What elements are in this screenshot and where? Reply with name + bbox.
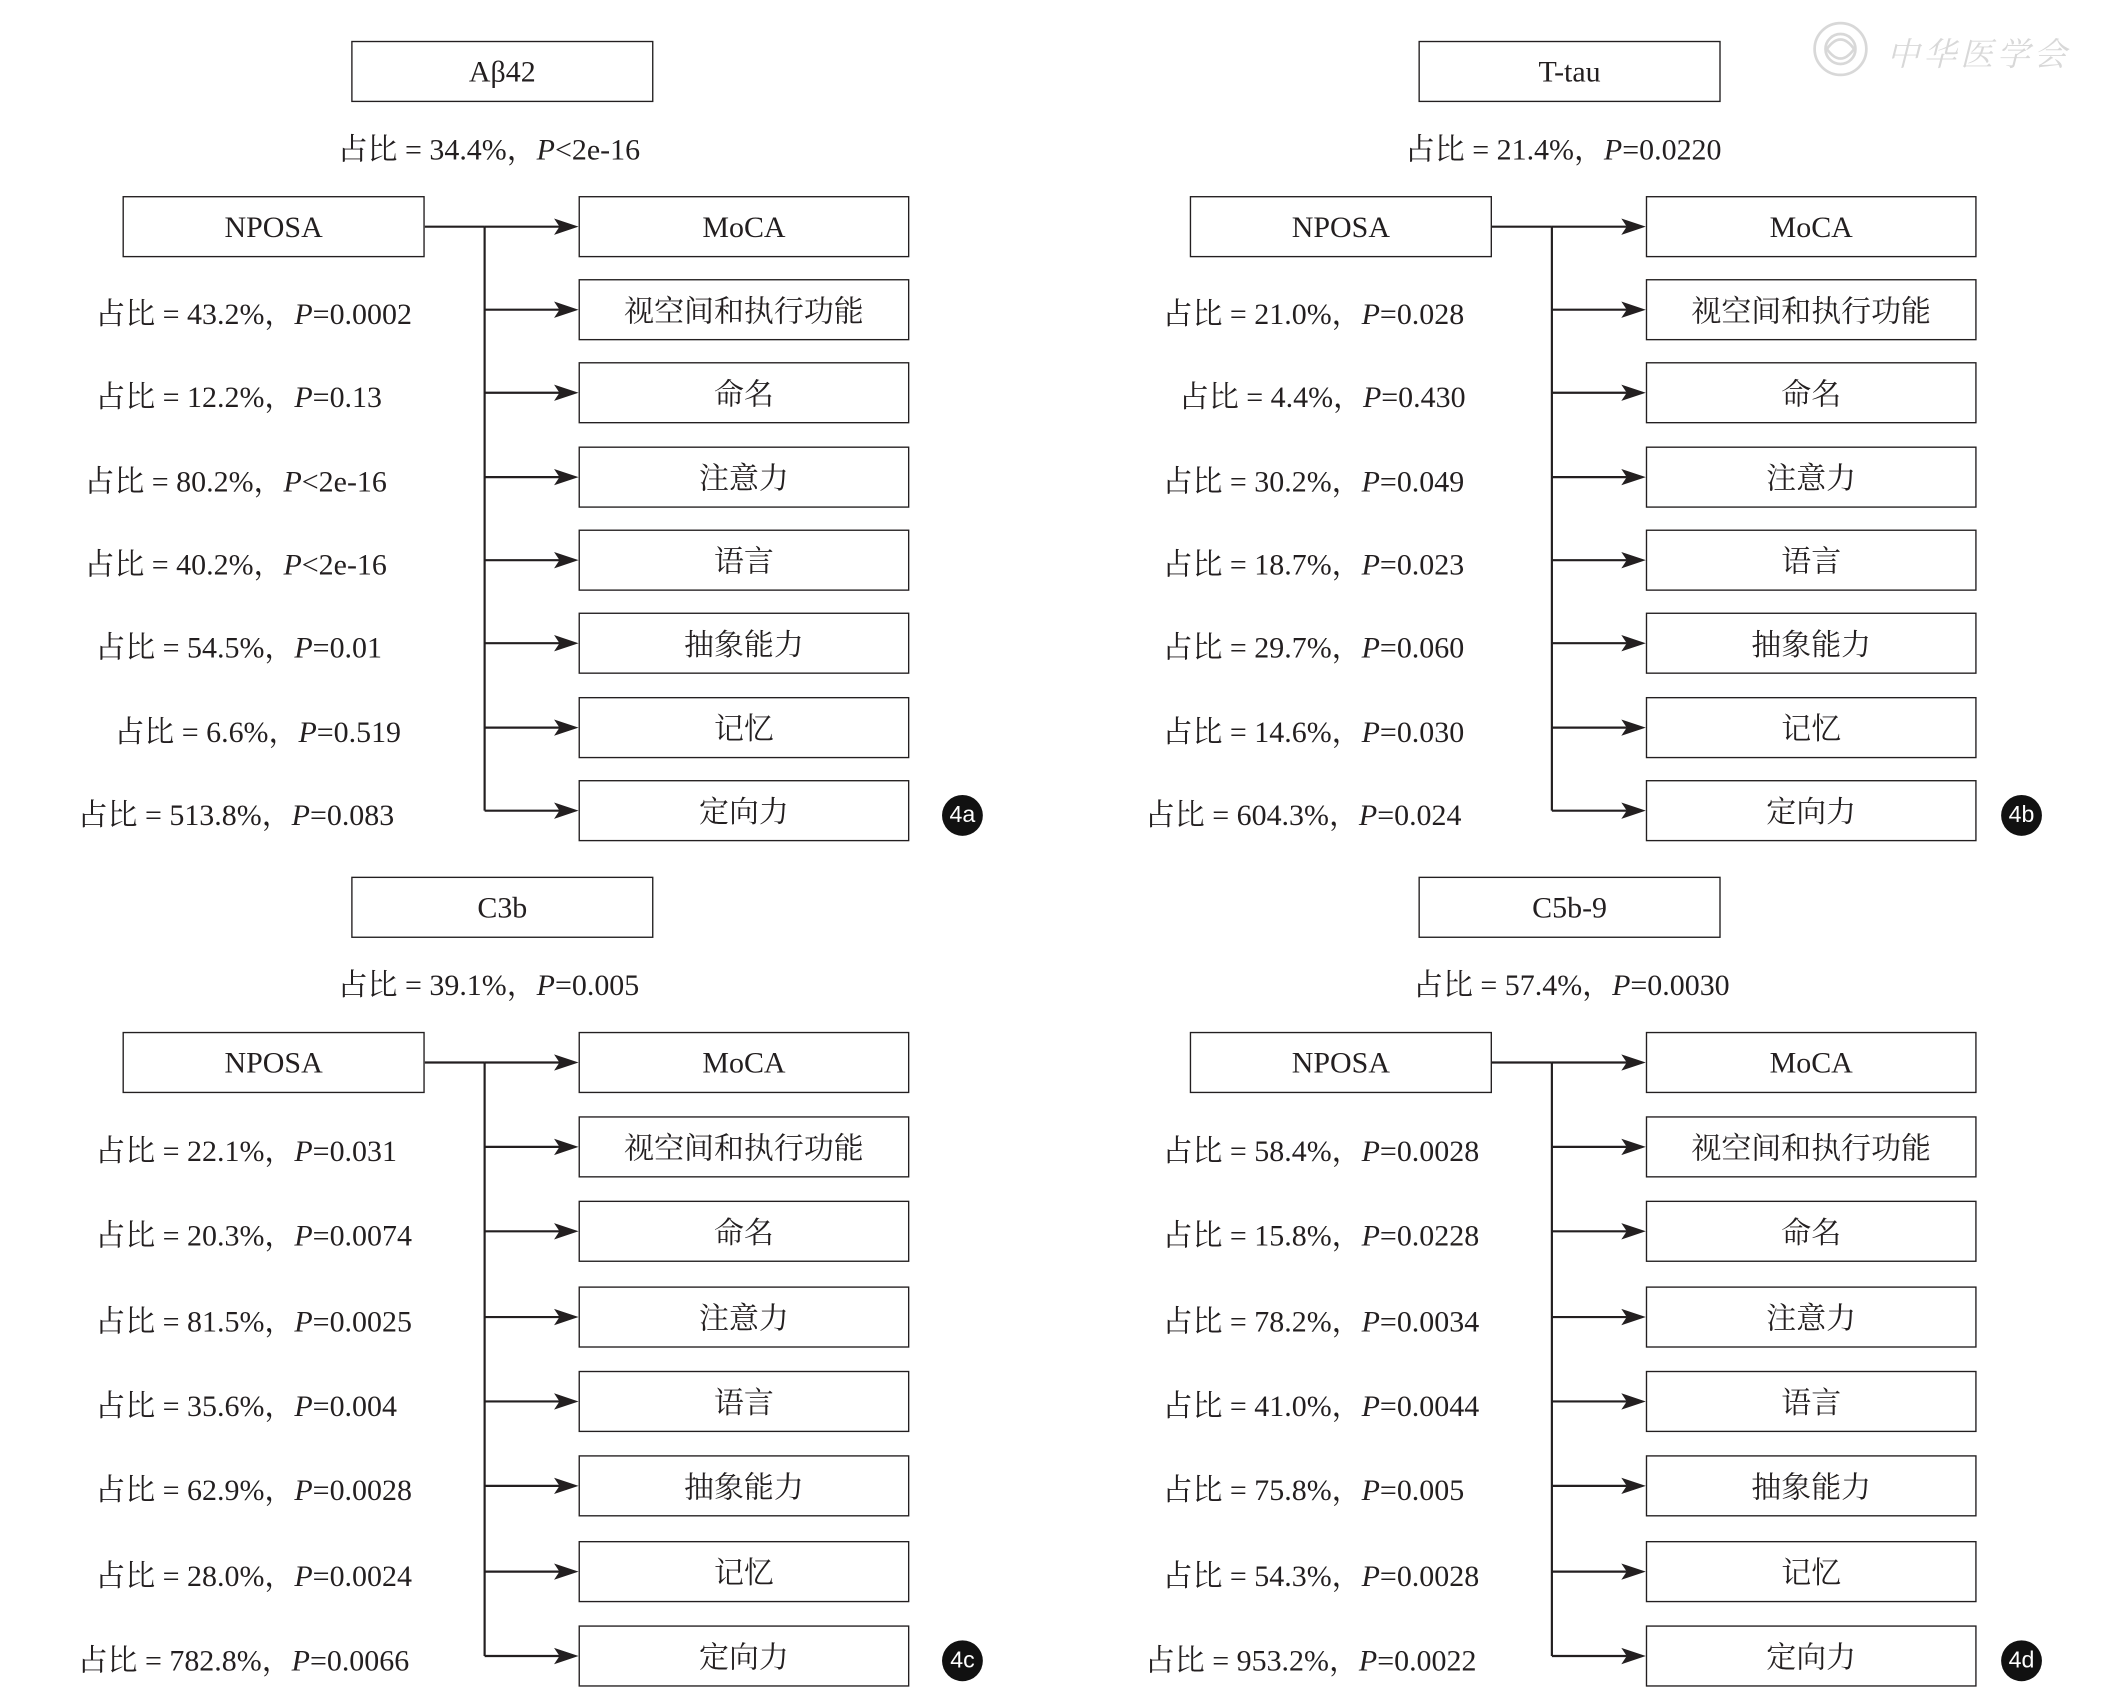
p-symbol: P — [1361, 296, 1380, 331]
target-box: 记忆 — [1646, 697, 1977, 758]
target-box: 定向力 — [579, 1625, 910, 1686]
stat-value: =0.0220 — [1622, 132, 1722, 167]
path-stat-value: =0.519 — [316, 714, 402, 749]
path-stat-value: <2e-16 — [301, 464, 387, 499]
path-stat-label: 占比 = 18.7%， — [1162, 547, 1362, 582]
path-stat-label: 占比 = 6.6%， — [114, 714, 299, 749]
stat-label: 占比 = 57.4%， — [1413, 967, 1613, 1002]
path-stat — [1163, 625, 1465, 667]
p-symbol: P — [294, 1304, 313, 1339]
p-symbol: P — [294, 1472, 313, 1507]
stat-label: 占比 = 39.1%， — [337, 967, 537, 1002]
biomarker-box: C3b — [351, 877, 653, 938]
target-box: 语言 — [1646, 530, 1977, 591]
path-stat-value: =0.083 — [309, 797, 395, 832]
target-box: 抽象能力 — [579, 613, 910, 674]
path-stat-label: 占比 = 28.0%， — [95, 1558, 295, 1593]
path-stat — [1163, 1467, 1465, 1509]
panel-4a — [0, 0, 1035, 833]
path-stat — [95, 1129, 397, 1171]
target-box: 记忆 — [579, 1541, 910, 1602]
p-symbol: P — [1361, 464, 1380, 499]
stat-value: =0.0030 — [1630, 967, 1730, 1002]
p-symbol: P — [1612, 967, 1631, 1002]
p-symbol: P — [1361, 1472, 1380, 1507]
path-stat — [1179, 374, 1466, 416]
p-symbol: P — [1361, 1558, 1380, 1593]
target-box: 注意力 — [579, 447, 910, 508]
panel-marker: 4d — [2001, 1640, 2042, 1681]
panel-4c — [0, 836, 1035, 1678]
p-symbol: P — [291, 1643, 310, 1678]
path-stat-value: =0.01 — [312, 630, 382, 665]
target-box: 视空间和执行功能 — [579, 1116, 910, 1177]
target-box: 命名 — [579, 362, 910, 423]
stat-label: 占比 = 21.4%， — [1404, 132, 1604, 167]
source-box: NPOSA — [123, 196, 425, 257]
biomarker-box: Aβ42 — [351, 41, 653, 102]
p-symbol: P — [1603, 132, 1623, 167]
path-stat — [84, 542, 386, 584]
target-box: 记忆 — [1646, 1541, 1977, 1602]
path-stat-value: =0.0028 — [1379, 1133, 1480, 1168]
target-box: MoCA — [1646, 1032, 1977, 1093]
path-stat-label: 占比 = 35.6%， — [95, 1388, 295, 1423]
path-stat — [95, 1299, 412, 1341]
p-symbol: P — [294, 1388, 313, 1423]
p-symbol: P — [291, 797, 310, 832]
path-stat-value: =0.0024 — [312, 1558, 412, 1593]
target-box: 注意力 — [1646, 447, 1977, 508]
path-stat-value: =0.0034 — [1379, 1304, 1480, 1339]
path-stat-value: =0.0028 — [1379, 1558, 1480, 1593]
path-stat — [1163, 1553, 1480, 1595]
path-stat-label: 占比 = 4.4%， — [1178, 379, 1363, 414]
path-stat-label: 占比 = 20.3%， — [95, 1218, 295, 1253]
p-symbol: P — [1361, 547, 1380, 582]
path-stat — [95, 374, 382, 416]
path-stat — [95, 1213, 412, 1255]
p-symbol: P — [294, 630, 313, 665]
path-stat-value: =0.0002 — [312, 296, 412, 331]
path-stat-value: =0.0228 — [1379, 1218, 1480, 1253]
path-stat-label: 占比 = 43.2%， — [95, 296, 295, 331]
path-stat-value: =0.024 — [1377, 797, 1462, 832]
path-stat — [1163, 1299, 1480, 1341]
path-stat-label: 占比 = 12.2%， — [95, 379, 295, 414]
biomarker-box: C5b-9 — [1418, 877, 1720, 938]
panel-4b — [1067, 0, 2102, 833]
panel-4d — [1067, 836, 2102, 1678]
stat-label: 占比 = 34.4%， — [337, 132, 537, 167]
path-stat-value: =0.028 — [1379, 296, 1465, 331]
source-box: NPOSA — [1190, 1032, 1492, 1093]
path-stat-label: 占比 = 54.3%， — [1162, 1558, 1362, 1593]
p-symbol: P — [1358, 797, 1378, 832]
path-stat — [1163, 542, 1465, 584]
mediation-stat — [338, 127, 640, 169]
path-stat-label: 占比 = 513.8%， — [77, 797, 292, 832]
mediation-stat — [1405, 127, 1722, 169]
path-stat — [95, 625, 382, 667]
source-box: NPOSA — [123, 1032, 425, 1093]
path-stat-value: =0.031 — [312, 1133, 397, 1168]
target-box: 定向力 — [579, 780, 910, 841]
p-symbol: P — [294, 296, 313, 331]
path-stat-label: 占比 = 953.2%， — [1144, 1643, 1359, 1678]
target-box: 注意力 — [1646, 1286, 1977, 1347]
path-stat-label: 占比 = 21.0%， — [1162, 296, 1362, 331]
path-stat — [1145, 792, 1462, 834]
target-box: 定向力 — [1646, 780, 1977, 841]
path-stat — [114, 709, 401, 751]
path-stat-value: =0.0066 — [309, 1643, 410, 1678]
target-box: 抽象能力 — [1646, 613, 1977, 674]
panel-marker: 4c — [942, 1640, 983, 1681]
path-stat-value: =0.13 — [312, 379, 382, 414]
p-symbol: P — [1361, 1133, 1380, 1168]
p-symbol: P — [294, 1558, 313, 1593]
p-symbol: P — [283, 464, 302, 499]
biomarker-box: T-tau — [1418, 41, 1720, 102]
target-box: 抽象能力 — [1646, 1455, 1977, 1516]
path-stat-value: =0.030 — [1379, 714, 1465, 749]
target-box: 定向力 — [1646, 1625, 1977, 1686]
path-stat — [78, 792, 395, 834]
path-stat-label: 占比 = 14.6%， — [1162, 714, 1362, 749]
path-stat-value: =0.005 — [1379, 1472, 1465, 1507]
path-stat-label: 占比 = 29.7%， — [1162, 630, 1362, 665]
path-stat-label: 占比 = 15.8%， — [1162, 1218, 1362, 1253]
path-stat-label: 占比 = 40.2%， — [84, 547, 284, 582]
path-stat-label: 占比 = 41.0%， — [1162, 1388, 1362, 1423]
p-symbol: P — [283, 547, 302, 582]
path-stat-value: =0.0025 — [312, 1304, 412, 1339]
path-stat-value: <2e-16 — [301, 547, 387, 582]
path-stat — [78, 1638, 410, 1680]
path-stat-label: 占比 = 782.8%， — [77, 1643, 292, 1678]
path-stat-label: 占比 = 81.5%， — [95, 1304, 295, 1339]
p-symbol: P — [298, 714, 317, 749]
p-symbol: P — [294, 1218, 313, 1253]
path-stat — [1145, 1638, 1477, 1680]
path-stat-value: =0.0022 — [1377, 1643, 1477, 1678]
path-stat-label: 占比 = 604.3%， — [1144, 797, 1359, 832]
path-stat-label: 占比 = 80.2%， — [84, 464, 284, 499]
path-stat-value: =0.049 — [1379, 464, 1465, 499]
target-box: MoCA — [579, 196, 910, 257]
p-symbol: P — [1361, 714, 1380, 749]
p-symbol: P — [1362, 379, 1382, 414]
path-stat — [95, 1383, 397, 1425]
path-stat — [84, 459, 386, 501]
path-stat-value: =0.0074 — [312, 1218, 412, 1253]
watermark-text: 中华医学会 — [1886, 35, 2071, 74]
path-stat-label: 占比 = 58.4%， — [1162, 1133, 1362, 1168]
target-box: 命名 — [1646, 362, 1977, 423]
path-stat-value: =0.0044 — [1379, 1388, 1480, 1423]
p-symbol: P — [1361, 1388, 1380, 1423]
p-symbol: P — [536, 967, 555, 1002]
panel-marker: 4b — [2001, 795, 2042, 836]
target-box: 视空间和执行功能 — [579, 279, 910, 340]
path-stat — [95, 291, 412, 333]
source-box: NPOSA — [1190, 196, 1492, 257]
target-box: 视空间和执行功能 — [1646, 279, 1977, 340]
path-stat-label: 占比 = 75.8%， — [1162, 1472, 1362, 1507]
path-stat — [1163, 709, 1465, 751]
path-stat — [1163, 459, 1465, 501]
p-symbol: P — [1361, 1304, 1380, 1339]
target-box: 记忆 — [579, 697, 910, 758]
target-box: 视空间和执行功能 — [1646, 1116, 1977, 1177]
path-stat — [95, 1553, 412, 1595]
path-stat — [1163, 1383, 1480, 1425]
path-stat-label: 占比 = 62.9%， — [95, 1472, 295, 1507]
path-stat-label: 占比 = 78.2%， — [1162, 1304, 1362, 1339]
p-symbol: P — [536, 132, 555, 167]
target-box: 语言 — [579, 530, 910, 591]
path-stat-value: =0.060 — [1379, 630, 1465, 665]
p-symbol: P — [1361, 630, 1380, 665]
p-symbol: P — [294, 1133, 313, 1168]
p-symbol: P — [1358, 1643, 1378, 1678]
target-box: 命名 — [579, 1201, 910, 1262]
path-stat — [95, 1467, 412, 1509]
path-stat-value: =0.004 — [312, 1388, 397, 1423]
path-stat — [1163, 1129, 1480, 1171]
path-stat-value: =0.430 — [1381, 379, 1466, 414]
target-box: 命名 — [1646, 1201, 1977, 1262]
path-stat-label: 占比 = 30.2%， — [1162, 464, 1362, 499]
p-symbol: P — [1361, 1218, 1380, 1253]
target-box: 语言 — [579, 1371, 910, 1432]
target-box: 抽象能力 — [579, 1455, 910, 1516]
path-stat — [1163, 291, 1465, 333]
target-box: MoCA — [1646, 196, 1977, 257]
path-stat-value: =0.023 — [1379, 547, 1465, 582]
path-stat-value: =0.0028 — [312, 1472, 412, 1507]
target-box: 注意力 — [579, 1286, 910, 1347]
stat-value: =0.005 — [554, 967, 640, 1002]
path-stat-label: 占比 = 54.5%， — [95, 630, 295, 665]
mediation-stat — [338, 962, 640, 1004]
p-symbol: P — [294, 379, 313, 414]
path-stat — [1163, 1213, 1480, 1255]
mediation-stat — [1413, 962, 1730, 1004]
panel-marker: 4a — [942, 795, 983, 836]
path-stat-label: 占比 = 22.1%， — [95, 1133, 295, 1168]
stat-value: <2e-16 — [554, 132, 641, 167]
target-box: 语言 — [1646, 1371, 1977, 1432]
target-box: MoCA — [579, 1032, 910, 1093]
